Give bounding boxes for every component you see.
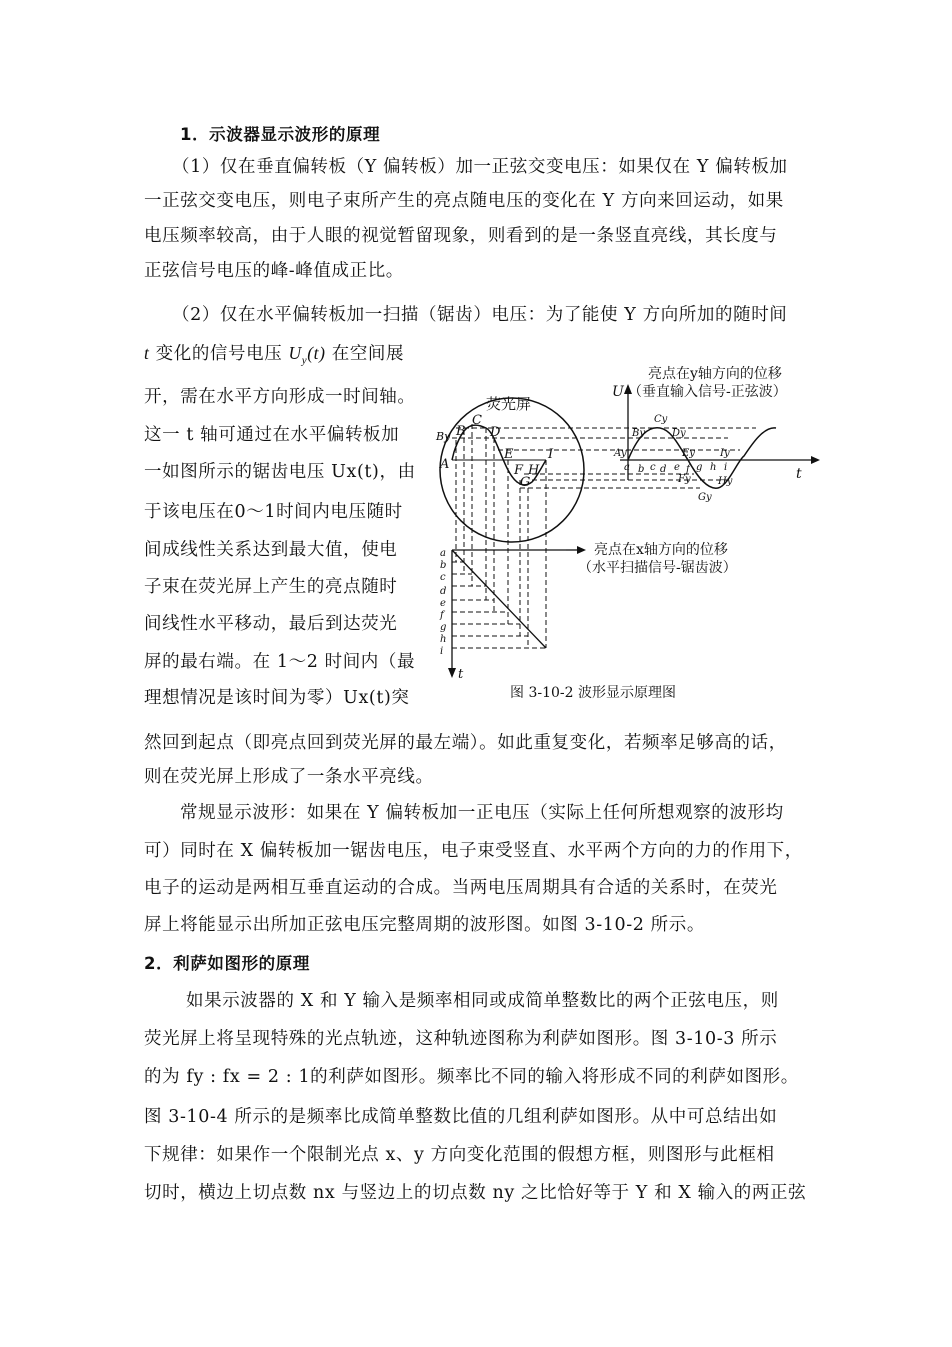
x-title-line-1: 亮点在x轴方向的位移 (594, 542, 728, 558)
figure-caption: 图 3-10-2 波形显示原理图 (510, 685, 676, 701)
svg-text:d: d (660, 464, 667, 475)
svg-text:f: f (686, 464, 690, 475)
waveform-principle-figure (428, 360, 848, 700)
wave-t-arrow (811, 456, 820, 464)
wave-label: Cy (654, 414, 668, 425)
svg-text:c: c (650, 462, 656, 473)
paragraph-line: 可）同时在 X 偏转板加一锯齿电压，电子束受竖直、水平两个方向的力的作用下， (144, 841, 803, 861)
paragraph-line: 的为 fy : fx = 2 : 1的利萨如图形。频率比不同的输入将形成不同的利萨如图形。 (144, 1067, 799, 1087)
svg-text:h: h (440, 634, 447, 645)
svg-text:e: e (674, 462, 680, 473)
point-label: C (472, 413, 482, 428)
wave-label: Fy (678, 474, 691, 485)
svg-text:h: h (710, 462, 717, 473)
paragraph-line: 则在荧光屏上形成了一条水平亮线。 (144, 767, 434, 787)
paragraph-line: 常规显示波形：如果在 Y 偏转板加一正电压（实际上任何所想观察的波形均 (180, 803, 784, 823)
wave-point-labels (613, 414, 733, 503)
y-title-line-1: 亮点在y轴方向的位移 (648, 366, 782, 382)
svg-text:i: i (724, 462, 728, 473)
paragraph-line: 下规律：如果作一个限制光点 x、y 方向变化范围的假想方框，则图形与此框相 (144, 1145, 775, 1165)
paragraph-line: 荧光屏上将呈现特殊的光点轨迹，这种轨迹图称为利萨如图形。图 3-10-3 所示 (144, 1029, 778, 1049)
svg-text:b: b (440, 560, 447, 571)
y-title-line-2: （垂直输入信号-正弦波） (628, 384, 787, 400)
point-label: D (490, 425, 501, 440)
screen-circle (440, 398, 584, 542)
paragraph-line: 正弦信号电压的峰-峰值成正比。 (144, 261, 404, 281)
svg-text:c: c (440, 572, 446, 583)
screen-label: 荧光屏 (486, 395, 532, 413)
point-label: F (514, 463, 524, 478)
saw-t-arrow (448, 668, 456, 678)
section-2-title: 2．利萨如图形的原理 (144, 954, 310, 973)
wave-label: By (632, 428, 645, 439)
saw-x-arrow (577, 546, 586, 554)
sawtooth-horizontal-dashes (452, 562, 546, 648)
svg-text:f: f (440, 610, 444, 621)
paragraph-line: 子束在荧光屏上产生的亮点随时 (144, 577, 398, 597)
saw-t-label: t (458, 667, 464, 682)
wave-tick-labels (624, 462, 727, 475)
paragraph-line: 于该电压在0～1时间内电压随时 (144, 502, 403, 522)
svg-text:e: e (440, 598, 446, 609)
point-label: B (456, 424, 466, 439)
paragraph-line: （2）仅在水平偏转板加一扫描（锯齿）电压：为了能使 Y 方向所加的随时间 (172, 305, 788, 325)
t-axis-label: t (796, 466, 802, 482)
paragraph-line: 电子的运动是两相互垂直运动的合成。当两电压周期具有合适的关系时，在荧光 (144, 878, 778, 898)
point-label: By (436, 430, 451, 443)
sawtooth-ramp (452, 550, 546, 648)
point-label: I (548, 447, 554, 462)
wave-label: Ey (682, 448, 695, 459)
section-1-title: 1．示波器显示波形的原理 (180, 125, 381, 144)
sine-wave (628, 428, 776, 488)
svg-text:g: g (696, 462, 703, 473)
paragraph-line: 如果示波器的 X 和 Y 输入是频率相同或成简单整数比的两个正弦电压，则 (186, 991, 779, 1011)
svg-text:i: i (440, 646, 444, 657)
paragraph-line: 电压频率较高，由于人眼的视觉暂留现象，则看到的是一条竖直亮线，其长度与 (144, 226, 778, 246)
paragraph-line: 屏的最右端。在 1～2 时间内（最 (144, 652, 416, 672)
paragraph-line: （1）仅在垂直偏转板（Y 偏转板）加一正弦交变电压：如果仅在 Y 偏转板加 (172, 157, 788, 177)
paragraph-line: 屏上将能显示出所加正弦电压完整周期的波形图。如图 3-10-2 所示。 (144, 915, 705, 935)
svg-text:a: a (624, 462, 630, 473)
paragraph-line: 一正弦交变电压，则电子束所产生的亮点随电压的变化在 Y 方向来回运动，如果 (144, 191, 784, 211)
wave-label: Dy (672, 428, 686, 439)
wave-label: Hy (718, 476, 733, 487)
wave-label: Gy (698, 492, 712, 503)
figure-svg (428, 360, 848, 700)
paragraph-line: 切时，横边上切点数 nx 与竖边上的切点数 ny 之比恰好等于 Y 和 X 输入的两正弦 (144, 1183, 807, 1203)
svg-text:a: a (440, 548, 446, 559)
t-symbol: t (144, 343, 150, 363)
point-label: H (528, 463, 540, 478)
paragraph-line-formula: t 变化的信号电压 $U_y(t)$ 在空间展 (144, 343, 405, 367)
saw-tick-labels (439, 548, 446, 657)
paragraph-line: 开，需在水平方向形成一时间轴。 (144, 387, 416, 407)
paragraph-line: 然回到起点（即亮点回到荧光屏的最左端）。如此重复变化，若频率足够高的话， (144, 733, 787, 753)
paragraph-line: 间成线性关系达到最大值，使电 (144, 540, 398, 560)
paragraph-line: 理想情况是该时间为零）Ux(t)突 (144, 688, 410, 708)
paragraph-line: 这一 t 轴可通过在水平偏转板加 (144, 425, 400, 445)
wave-label: Ay (614, 448, 627, 459)
svg-text:d: d (440, 586, 447, 597)
x-title-line-2: （水平扫描信号-锯齿波） (578, 560, 737, 576)
paragraph-line: 间线性水平移动，最后到达荧光 (144, 614, 398, 634)
uy-symbol: U (288, 343, 302, 363)
point-label: E (504, 447, 514, 462)
projection-lines-vertical (456, 424, 546, 648)
u-axis-label: U (612, 384, 624, 400)
svg-text:b: b (638, 464, 645, 475)
wave-label: Iy (720, 448, 730, 459)
point-label: G (520, 475, 531, 490)
point-label: A (440, 457, 450, 472)
svg-text:g: g (440, 622, 447, 633)
paragraph-line: 一如图所示的锯齿电压 Ux(t)，由 (144, 462, 416, 482)
paragraph-line: 图 3-10-4 所示的是频率比成简单整数比值的几组利萨如图形。从中可总结出如 (144, 1107, 778, 1127)
